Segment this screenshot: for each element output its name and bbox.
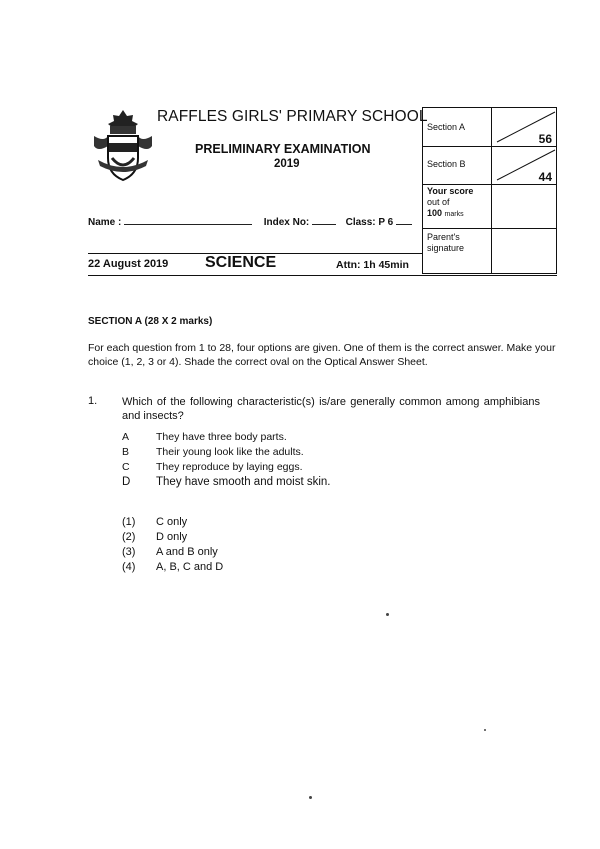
header-bottom-rule [88,275,557,276]
exam-date: 22 August 2019 [88,258,169,270]
statement-item [122,475,331,490]
score-box-row-divider [423,184,556,185]
option-number: (1) [122,516,136,528]
school-crest-icon [92,108,154,186]
name-label: Name : [88,217,122,228]
option-text: C only [156,516,188,528]
option-text: A, B, C and D [156,561,224,573]
statement-item [122,445,331,460]
statement-letter: D [122,476,131,488]
exam-duration: Attn: 1h 45min [336,259,409,271]
option-number: (2) [122,531,136,543]
parent-signature-label-line2: signature [427,243,465,253]
total-marks-unit: marks [444,211,464,218]
index-no-field[interactable] [312,215,336,225]
answer-option[interactable] [122,560,223,575]
scan-speck [484,729,486,731]
statement-letter: B [122,446,130,458]
statement-letter: C [122,461,130,473]
question-statements [122,430,331,490]
section-b-score-label: Section B [427,159,466,169]
exam-title: PRELIMINARY EXAMINATION [195,142,371,156]
score-box-row-divider [423,228,556,229]
option-text: A and B only [156,546,218,558]
statement-text: Their young look like the adults. [156,446,304,458]
total-marks-value: 100 [427,208,443,218]
option-number: (4) [122,561,136,573]
section-a-score-label: Section A [427,122,466,132]
name-field[interactable] [124,215,252,225]
scan-speck [309,796,312,799]
total-score-label-line1: Your score [427,186,474,196]
section-a-max-marks: 56 [538,132,552,146]
section-b-max-marks: 44 [538,170,552,184]
answer-option[interactable] [122,545,223,560]
answer-option[interactable] [122,515,223,530]
answer-option[interactable] [122,530,223,545]
school-name: RAFFLES GIRLS' PRIMARY SCHOOL [157,108,428,125]
index-no-label: Index No: [263,217,310,228]
statement-text: They reproduce by laying eggs. [156,461,303,473]
exam-year: 2019 [274,158,300,170]
option-text: D only [156,531,188,543]
statement-letter: A [122,431,130,443]
statement-item [122,430,331,445]
question-number: 1. [88,395,98,407]
answer-options [122,515,223,575]
question-text: Which of the following characteristic(s) is/are generally common among amphibians and insects? [122,396,540,422]
section-a-instructions: For each question from 1 to 28, four options are given. One of them is the correct answer. Make your choice (1, 2, 3 or 4). Shade the correct oval on the Optical Answer Sheet. [88,342,556,368]
total-score-label-line3 [427,208,464,220]
option-number: (3) [122,546,136,558]
statement-text: They have three body parts. [156,431,287,443]
total-score-label-line2: out of [427,197,450,207]
statement-text: They have smooth and moist skin. [156,476,331,488]
statement-item [122,460,331,475]
student-details-row [88,215,412,228]
class-field[interactable] [396,215,412,225]
score-box [422,107,557,274]
section-a-title: SECTION A (28 X 2 marks) [88,316,213,327]
class-label: Class: P 6 [345,217,394,228]
parent-signature-label-line1: Parent's [427,232,460,242]
subject-title: SCIENCE [205,254,277,271]
scan-speck [386,613,389,616]
